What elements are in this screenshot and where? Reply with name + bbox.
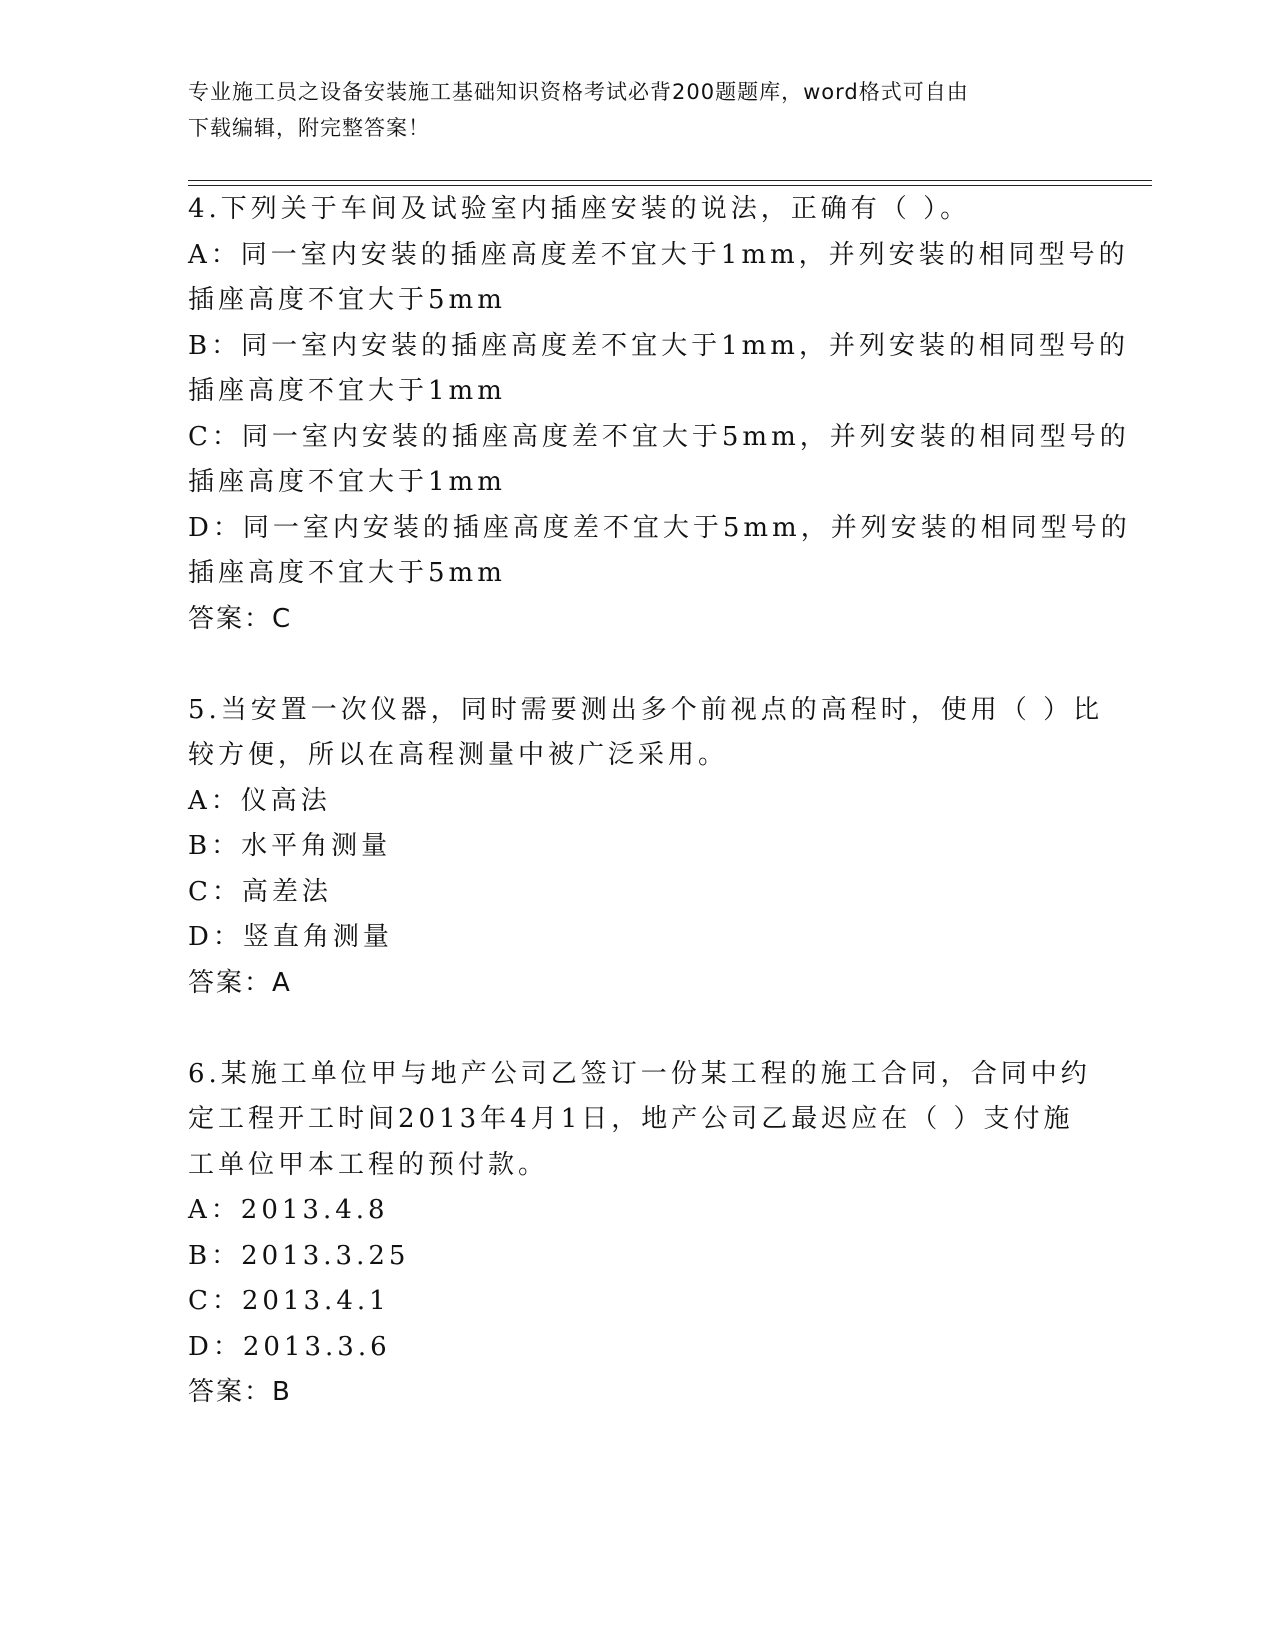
question-5-answer: 答案：A xyxy=(188,967,292,998)
spacer xyxy=(188,642,1068,688)
question-4-option-a: A：同一室内安装的插座高度差不宜大于1mm，并列安装的相同型号的 xyxy=(188,239,1129,270)
spacer xyxy=(188,1006,1068,1052)
question-6-option-c: C：2013.4.1 xyxy=(188,1286,390,1316)
question-4-option-c: C：同一室内安装的插座高度差不宜大于5mm，并列安装的相同型号的 xyxy=(188,421,1130,452)
question-4-option-b-cont: 插座高度不宜大于1mm xyxy=(188,376,506,406)
question-4-option-d-cont: 插座高度不宜大于5mm xyxy=(188,558,506,588)
question-6-answer: 答案：B xyxy=(188,1377,292,1407)
header-line-1: 专业施工员之设备安装施工基础知识资格考试必背200题题库，word格式可自由 xyxy=(188,80,969,104)
question-6-stem-cont-2: 工单位甲本工程的预付款。 xyxy=(188,1149,549,1180)
document-header xyxy=(188,74,1068,146)
question-5-option-c: C：高差法 xyxy=(188,876,332,907)
question-5-option-a: A：仪高法 xyxy=(188,785,331,816)
question-4-option-a-cont: 插座高度不宜大于5mm xyxy=(188,285,506,315)
question-5-option-b: B：水平角测量 xyxy=(188,831,392,861)
question-4-answer: 答案：C xyxy=(188,603,293,634)
question-block-4 xyxy=(188,187,1131,642)
question-block-6 xyxy=(188,1052,1091,1416)
question-list xyxy=(188,187,1131,1416)
question-5-stem-cont: 较方便，所以在高程测量中被广泛采用。 xyxy=(188,740,729,770)
question-5-stem: 5.当安置一次仪器，同时需要测出多个前视点的高程时，使用（ ）比 xyxy=(188,694,1104,725)
header-line-2: 下载编辑，附完整答案！ xyxy=(188,116,430,140)
question-6-stem-cont: 定工程开工时间2013年4月1日，地产公司乙最迟应在（ ）支付施 xyxy=(188,1104,1074,1134)
question-block-5 xyxy=(188,688,1104,1007)
question-4-option-d: D：同一室内安装的插座高度差不宜大于5mm，并列安装的相同型号的 xyxy=(188,512,1131,543)
question-6-option-a: A：2013.4.8 xyxy=(188,1195,389,1225)
question-6-stem: 6.某施工单位甲与地产公司乙签订一份某工程的施工合同，合同中约 xyxy=(188,1058,1091,1089)
question-4-option-c-cont: 插座高度不宜大于1mm xyxy=(188,467,506,497)
question-4-stem: 4.下列关于车间及试验室内插座安装的说法，正确有（ ）。 xyxy=(188,194,971,224)
question-4-option-b: B：同一室内安装的插座高度差不宜大于1mm，并列安装的相同型号的 xyxy=(188,330,1129,361)
header-divider-top xyxy=(188,180,1152,181)
header-divider-bottom xyxy=(188,185,1152,186)
question-5-option-d: D：竖直角测量 xyxy=(188,922,393,952)
question-6-option-d: D：2013.3.6 xyxy=(188,1331,391,1362)
question-6-option-b: B：2013.3.25 xyxy=(188,1240,410,1271)
